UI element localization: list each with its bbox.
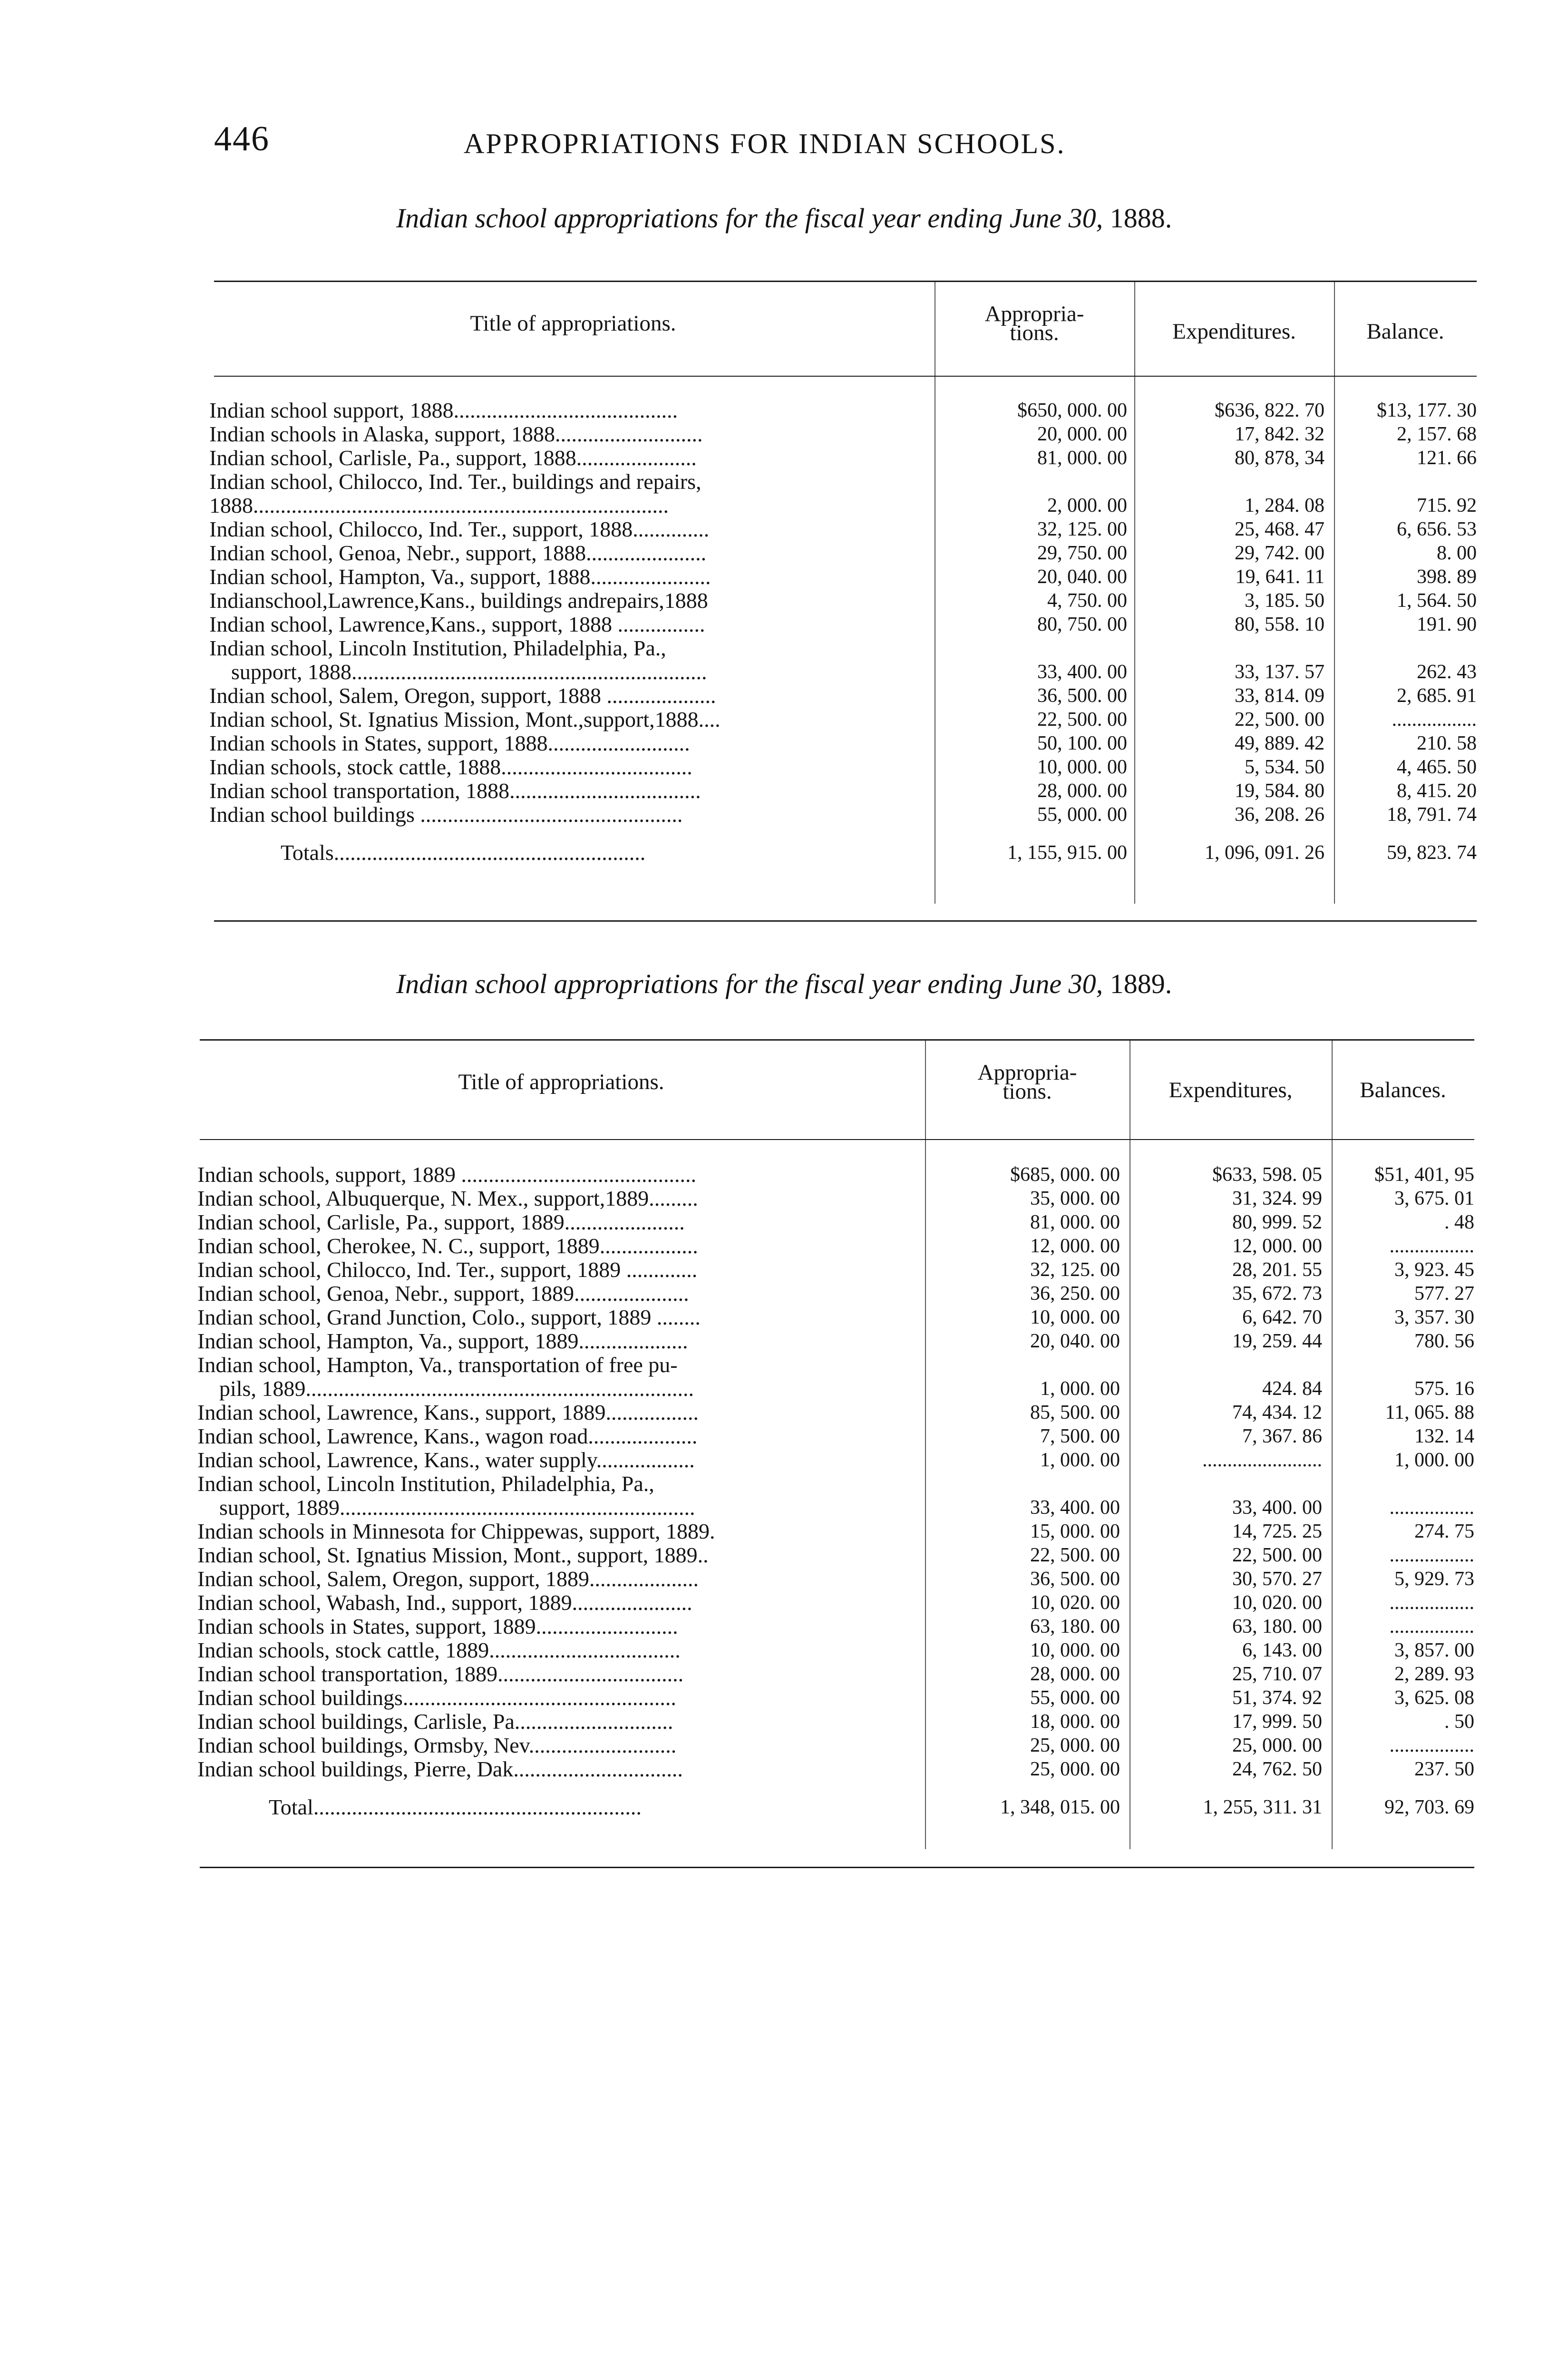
appropriation-amount: 12, 000. 00 xyxy=(1030,1235,1120,1257)
appropriation-title: Indian school buildings, Carlisle, Pa............................. xyxy=(197,1709,673,1734)
balance-amount: $13, 177. 30 xyxy=(1377,400,1477,421)
table-row xyxy=(209,589,1477,613)
appropriation-title: Indian school, Lincoln Institution, Philadelphia, Pa., support, 1889................................................................. xyxy=(197,1472,695,1520)
appropriation-amount: 7, 500. 00 xyxy=(1040,1425,1120,1447)
appropriation-amount: 10, 000. 00 xyxy=(1037,756,1127,778)
balance-amount: ................. xyxy=(1389,1616,1474,1637)
appropriation-amount: 80, 750. 00 xyxy=(1037,614,1127,635)
appropriation-title: Indian school, Cherokee, N. C., support, 1889.................. xyxy=(197,1234,698,1258)
appropriation-amount: 32, 125. 00 xyxy=(1037,518,1127,540)
appropriation-amount: 20, 040. 00 xyxy=(1030,1330,1120,1352)
expenditure-amount: 10, 020. 00 xyxy=(1232,1592,1322,1614)
total-balance: 92, 703. 69 xyxy=(1384,1796,1474,1818)
appropriation-title: Indian school, Lawrence, Kans., water supply.................. xyxy=(197,1448,695,1472)
expenditure-amount: 33, 400. 00 xyxy=(1232,1497,1322,1519)
table-row xyxy=(197,1757,1474,1781)
appropriation-title: Indian school, Salem, Oregon, support, 1888 .................... xyxy=(209,683,716,708)
appropriation-amount: 25, 000. 00 xyxy=(1030,1735,1120,1756)
table-row xyxy=(197,1638,1474,1662)
expenditure-amount: 1, 284. 08 xyxy=(1245,495,1325,517)
appropriation-amount: $685, 000. 00 xyxy=(1010,1164,1120,1186)
appropriation-amount: 81, 000. 00 xyxy=(1030,1211,1120,1233)
balance-amount: 398. 89 xyxy=(1417,566,1477,588)
appropriation-title: Indian school, Chilocco, Ind. Ter., buildings and repairs, 1888............................................................................ xyxy=(209,469,701,517)
appropriation-amount: 50, 100. 00 xyxy=(1037,732,1127,754)
table-bottom-rule xyxy=(200,1867,1474,1868)
header-balance: Balances. xyxy=(1360,1078,1446,1102)
appropriation-amount: 28, 000. 00 xyxy=(1037,780,1127,802)
appropriation-title: Indian schools, support, 1889 ........................................... xyxy=(197,1162,697,1187)
table-row xyxy=(197,1187,1474,1210)
appropriation-title: Indian school, Hampton, Va., support, 1888...................... xyxy=(209,565,711,589)
appropriation-amount: 35, 000. 00 xyxy=(1030,1188,1120,1209)
total-appropriation: 1, 155, 915. 00 xyxy=(1007,842,1127,864)
table-row xyxy=(209,613,1477,636)
balance-amount: 8. 00 xyxy=(1437,542,1477,564)
appropriation-title: Indian school, Chilocco, Ind. Ter., support, 1888.............. xyxy=(209,517,710,541)
balance-amount: . 48 xyxy=(1444,1211,1474,1233)
appropriation-title: Indian school, Chilocco, Ind. Ter., support, 1889 ............. xyxy=(197,1257,698,1282)
table-caption-1889 xyxy=(0,968,1568,1000)
table-row xyxy=(197,1329,1474,1353)
appropriation-amount: 2, 000. 00 xyxy=(1047,495,1127,517)
balance-amount: 210. 58 xyxy=(1417,732,1477,754)
balance-amount: 3, 923. 45 xyxy=(1394,1259,1474,1281)
balance-amount: 262. 43 xyxy=(1417,661,1477,683)
expenditure-amount: 28, 201. 55 xyxy=(1232,1259,1322,1281)
expenditure-amount: 19, 584. 80 xyxy=(1235,780,1325,802)
appropriation-title: Indian schools in States, support, 1889.......................... xyxy=(197,1614,678,1638)
expenditure-amount: 7, 367. 86 xyxy=(1242,1425,1322,1447)
table-row xyxy=(197,1210,1474,1234)
expenditure-amount: 49, 889. 42 xyxy=(1235,732,1325,754)
table-row xyxy=(209,803,1477,827)
appropriation-title: Indian school, Grand Junction, Colo., support, 1889 ........ xyxy=(197,1305,701,1329)
appropriation-amount: 33, 400. 00 xyxy=(1030,1497,1120,1519)
balance-amount: 2, 157. 68 xyxy=(1397,423,1477,445)
table-top-rule xyxy=(214,281,1477,282)
expenditure-amount: $636, 822. 70 xyxy=(1215,400,1325,421)
expenditure-amount: 22, 500. 00 xyxy=(1232,1544,1322,1566)
spacer xyxy=(209,827,1477,841)
table-row xyxy=(197,1734,1474,1757)
expenditure-amount: 22, 500. 00 xyxy=(1235,709,1325,731)
appropriation-title: Indian school, Lawrence,Kans., support, 1888 ................ xyxy=(209,612,705,636)
balance-amount: 5, 929. 73 xyxy=(1394,1568,1474,1590)
appropriation-title: Indian school buildings, Ormsby, Nev........................... xyxy=(197,1733,677,1757)
table-row xyxy=(197,1615,1474,1638)
table-row xyxy=(197,1258,1474,1282)
header-appropriations: Appropria- tions. xyxy=(984,302,1084,345)
balance-amount: 3, 357. 30 xyxy=(1394,1306,1474,1328)
expenditure-amount: 24, 762. 50 xyxy=(1232,1758,1322,1780)
table-row xyxy=(209,636,1477,684)
table-row xyxy=(197,1686,1474,1710)
balance-amount: 2, 685. 91 xyxy=(1397,685,1477,707)
table-row xyxy=(197,1520,1474,1543)
appropriation-amount: 63, 180. 00 xyxy=(1030,1616,1120,1637)
table-row xyxy=(209,755,1477,779)
total-expenditure: 1, 255, 311. 31 xyxy=(1203,1796,1322,1818)
header-balance: Balance. xyxy=(1366,319,1444,344)
appropriation-title: Indian school, Carlisle, Pa., support, 1889...................... xyxy=(197,1210,685,1234)
table-row xyxy=(197,1401,1474,1424)
expenditure-amount: 80, 999. 52 xyxy=(1232,1211,1322,1233)
total-label: Total............................................................ xyxy=(269,1795,642,1819)
table-row xyxy=(209,731,1477,755)
appropriation-amount: 36, 500. 00 xyxy=(1030,1568,1120,1590)
appropriation-title: Indian school buildings.................................................. xyxy=(197,1686,676,1710)
appropriation-title: Indian schools, stock cattle, 1889................................... xyxy=(197,1638,681,1662)
appropriation-amount: 33, 400. 00 xyxy=(1037,661,1127,683)
appropriation-amount: 22, 500. 00 xyxy=(1037,709,1127,731)
table-row xyxy=(209,422,1477,446)
expenditure-amount: 12, 000. 00 xyxy=(1232,1235,1322,1257)
balance-amount: 3, 675. 01 xyxy=(1394,1188,1474,1209)
appropriation-title: Indian school, Albuquerque, N. Mex., support,1889......... xyxy=(197,1186,698,1210)
appropriation-amount: 85, 500. 00 xyxy=(1030,1402,1120,1423)
expenditure-amount: 51, 374. 92 xyxy=(1232,1687,1322,1709)
header-appropriations: Appropria- tions. xyxy=(977,1060,1077,1104)
appropriation-title: Indian school buildings ................................................ xyxy=(209,802,683,827)
appropriation-title: Indianschool,Lawrence,Kans., buildings andrepairs,1888 xyxy=(209,588,708,613)
appropriation-amount: 25, 000. 00 xyxy=(1030,1758,1120,1780)
table-top-rule xyxy=(200,1039,1474,1041)
appropriation-title: Indian school buildings, Pierre, Dak............................... xyxy=(197,1757,683,1781)
table-row xyxy=(209,779,1477,803)
appropriation-title: Indian schools, stock cattle, 1888................................... xyxy=(209,755,692,779)
expenditure-amount: 29, 742. 00 xyxy=(1235,542,1325,564)
table-row xyxy=(197,1591,1474,1615)
page-number: 446 xyxy=(214,119,270,158)
appropriation-title: Indian school, Salem, Oregon, support, 1889.................... xyxy=(197,1567,699,1591)
table-row xyxy=(209,541,1477,565)
table-bottom-rule xyxy=(214,920,1477,922)
appropriation-amount: 36, 500. 00 xyxy=(1037,685,1127,707)
table-row xyxy=(197,1543,1474,1567)
balance-amount: 191. 90 xyxy=(1417,614,1477,635)
expenditure-amount: 35, 672. 73 xyxy=(1232,1283,1322,1305)
expenditure-amount: 14, 725. 25 xyxy=(1232,1520,1322,1542)
balance-amount: ................. xyxy=(1389,1735,1474,1756)
balance-amount: 132. 14 xyxy=(1414,1425,1474,1447)
expenditure-amount: 30, 570. 27 xyxy=(1232,1568,1322,1590)
header-rule xyxy=(200,1139,1474,1140)
balance-amount: ................. xyxy=(1389,1544,1474,1566)
total-expenditure: 1, 096, 091. 26 xyxy=(1205,842,1325,864)
appropriation-title: Indian school, Genoa, Nebr., support, 1888...................... xyxy=(209,541,707,565)
balance-amount: 11, 065. 88 xyxy=(1385,1402,1474,1423)
appropriation-title: Indian school, Genoa, Nebr., support, 1889..................... xyxy=(197,1281,689,1306)
appropriation-title: Indian school, Lawrence, Kans., wagon road.................... xyxy=(197,1424,698,1448)
appropriation-amount: 32, 125. 00 xyxy=(1030,1259,1120,1281)
expenditure-amount: 25, 710. 07 xyxy=(1232,1663,1322,1685)
balance-amount: 8, 415. 20 xyxy=(1397,780,1477,802)
appropriation-amount: 10, 000. 00 xyxy=(1030,1306,1120,1328)
table-row xyxy=(197,1472,1474,1520)
appropriation-amount: 81, 000. 00 xyxy=(1037,447,1127,469)
appropriation-title: Indian school, St. Ignatius Mission, Mont., support, 1889.. xyxy=(197,1543,709,1567)
table-row xyxy=(197,1662,1474,1686)
header-expenditures: Expenditures, xyxy=(1169,1078,1293,1102)
expenditure-amount: 80, 878, 34 xyxy=(1235,447,1325,469)
balance-amount: ................. xyxy=(1389,1235,1474,1257)
appropriation-title: Indian school support, 1888......................................... xyxy=(209,398,678,422)
table-row xyxy=(197,1282,1474,1306)
table-row xyxy=(209,684,1477,708)
appropriation-title: Indian school, St. Ignatius Mission, Mont.,support,1888.... xyxy=(209,707,721,731)
balance-amount: 1, 564. 50 xyxy=(1397,590,1477,612)
header-title: Title of appropriations. xyxy=(458,1070,664,1094)
appropriation-title: Indian schools in States, support, 1888.......................... xyxy=(209,731,690,755)
table-row xyxy=(197,1710,1474,1734)
running-head: APPROPRIATIONS FOR INDIAN SCHOOLS. xyxy=(464,128,1066,159)
table-row xyxy=(197,1234,1474,1258)
caption-text: Indian school appropriations for the fiscal year ending June 30, xyxy=(396,203,1103,234)
appropriation-amount: 36, 250. 00 xyxy=(1030,1283,1120,1305)
caption-year: 1888. xyxy=(1110,203,1172,234)
balance-amount: ................. xyxy=(1389,1592,1474,1614)
balance-amount: ................. xyxy=(1389,1497,1474,1519)
expenditure-amount: 6, 642. 70 xyxy=(1242,1306,1322,1328)
balance-amount: 575. 16 xyxy=(1414,1378,1474,1400)
balance-amount: . 50 xyxy=(1444,1711,1474,1733)
expenditure-amount: 33, 814. 09 xyxy=(1235,685,1325,707)
appropriation-title: Indian schools in Alaska, support, 1888........................... xyxy=(209,422,703,446)
table-row xyxy=(197,1353,1474,1401)
appropriation-amount: 4, 750. 00 xyxy=(1047,590,1127,612)
expenditure-amount: 5, 534. 50 xyxy=(1245,756,1325,778)
expenditure-amount: 3, 185. 50 xyxy=(1245,590,1325,612)
appropriations-table-1889 xyxy=(197,1163,1474,1819)
table-row xyxy=(197,1306,1474,1329)
table-row xyxy=(197,1424,1474,1448)
expenditure-amount: 33, 137. 57 xyxy=(1235,661,1325,683)
appropriation-amount: 20, 040. 00 xyxy=(1037,566,1127,588)
balance-amount: ................. xyxy=(1392,709,1477,731)
caption-year: 1889. xyxy=(1110,968,1172,999)
total-balance: 59, 823. 74 xyxy=(1387,842,1477,864)
expenditure-amount: 17, 999. 50 xyxy=(1232,1711,1322,1733)
header-expenditures: Expenditures. xyxy=(1172,319,1296,344)
balance-amount: 715. 92 xyxy=(1417,495,1477,517)
appropriations-table-1888 xyxy=(209,399,1477,865)
caption-text: Indian school appropriations for the fiscal year ending June 30, xyxy=(396,968,1103,999)
total-appropriation: 1, 348, 015. 00 xyxy=(1000,1796,1120,1818)
table-row xyxy=(197,1163,1474,1187)
balance-amount: 4, 465. 50 xyxy=(1397,756,1477,778)
appropriation-amount: 10, 000. 00 xyxy=(1030,1639,1120,1661)
appropriation-title: Indian school, Wabash, Ind., support, 1889...................... xyxy=(197,1590,692,1615)
header-rule xyxy=(214,376,1477,377)
appropriation-amount: 22, 500. 00 xyxy=(1030,1544,1120,1566)
spacer xyxy=(197,1781,1474,1795)
appropriation-amount: 28, 000. 00 xyxy=(1030,1663,1120,1685)
balance-amount: 577. 27 xyxy=(1414,1283,1474,1305)
appropriation-amount: 20, 000. 00 xyxy=(1037,423,1127,445)
balance-amount: 1, 000. 00 xyxy=(1394,1449,1474,1471)
header-title: Title of appropriations. xyxy=(470,311,676,336)
expenditure-amount: 74, 434. 12 xyxy=(1232,1402,1322,1423)
balance-amount: 18, 791. 74 xyxy=(1387,804,1477,826)
appropriation-amount: 18, 000. 00 xyxy=(1030,1711,1120,1733)
table-row xyxy=(197,1567,1474,1591)
expenditure-amount: ........................ xyxy=(1202,1449,1322,1471)
table-row xyxy=(209,470,1477,517)
appropriation-title: Indian school transportation, 1889.................................. xyxy=(197,1662,684,1686)
appropriation-amount: 29, 750. 00 xyxy=(1037,542,1127,564)
expenditure-amount: 31, 324. 99 xyxy=(1232,1188,1322,1209)
expenditure-amount: 424. 84 xyxy=(1262,1378,1322,1400)
appropriation-amount: 55, 000. 00 xyxy=(1037,804,1127,826)
balance-amount: $51, 401, 95 xyxy=(1374,1164,1474,1186)
balance-amount: 6, 656. 53 xyxy=(1397,518,1477,540)
appropriation-amount: 10, 020. 00 xyxy=(1030,1592,1120,1614)
balance-amount: 2, 289. 93 xyxy=(1394,1663,1474,1685)
table-row xyxy=(197,1448,1474,1472)
total-row xyxy=(209,841,1477,865)
balance-amount: 3, 857. 00 xyxy=(1394,1639,1474,1661)
appropriation-title: Indian school, Hampton, Va., support, 1889.................... xyxy=(197,1329,688,1353)
expenditure-amount: 19, 641. 11 xyxy=(1235,566,1325,588)
expenditure-amount: 6, 143. 00 xyxy=(1242,1639,1322,1661)
table-row xyxy=(209,517,1477,541)
expenditure-amount: 25, 468. 47 xyxy=(1235,518,1325,540)
table-row xyxy=(209,446,1477,470)
expenditure-amount: 25, 000. 00 xyxy=(1232,1735,1322,1756)
expenditure-amount: 17, 842. 32 xyxy=(1235,423,1325,445)
table-row xyxy=(209,399,1477,422)
appropriation-amount: 1, 000. 00 xyxy=(1040,1378,1120,1400)
balance-amount: 274. 75 xyxy=(1414,1520,1474,1542)
expenditure-amount: $633, 598. 05 xyxy=(1212,1164,1322,1186)
appropriation-title: Indian school transportation, 1888................................... xyxy=(209,779,701,803)
appropriation-amount: $650, 000. 00 xyxy=(1017,400,1127,421)
appropriation-amount: 55, 000. 00 xyxy=(1030,1687,1120,1709)
appropriation-title: Indian school, Lincoln Institution, Philadelphia, Pa., support, 1888................................................................. xyxy=(209,636,707,684)
appropriation-title: Indian school, Carlisle, Pa., support, 1888...................... xyxy=(209,446,697,470)
balance-amount: 780. 56 xyxy=(1414,1330,1474,1352)
balance-amount: 237. 50 xyxy=(1414,1758,1474,1780)
appropriation-title: Indian school, Hampton, Va., transportation of free pu- pils, 1889....................................................................... xyxy=(197,1353,694,1401)
appropriation-title: Indian schools in Minnesota for Chippewas, support, 1889. xyxy=(197,1519,715,1543)
table-caption-1888 xyxy=(0,202,1568,234)
table-row xyxy=(209,565,1477,589)
total-row xyxy=(197,1795,1474,1819)
table-row xyxy=(209,708,1477,731)
appropriation-title: Indian school, Lawrence, Kans., support, 1889................. xyxy=(197,1400,699,1424)
total-label: Totals......................................................... xyxy=(281,840,646,865)
expenditure-amount: 19, 259. 44 xyxy=(1232,1330,1322,1352)
balance-amount: 3, 625. 08 xyxy=(1394,1687,1474,1709)
appropriation-amount: 1, 000. 00 xyxy=(1040,1449,1120,1471)
balance-amount: 121. 66 xyxy=(1417,447,1477,469)
expenditure-amount: 80, 558. 10 xyxy=(1235,614,1325,635)
expenditure-amount: 36, 208. 26 xyxy=(1235,804,1325,826)
appropriation-amount: 15, 000. 00 xyxy=(1030,1520,1120,1542)
expenditure-amount: 63, 180. 00 xyxy=(1232,1616,1322,1637)
